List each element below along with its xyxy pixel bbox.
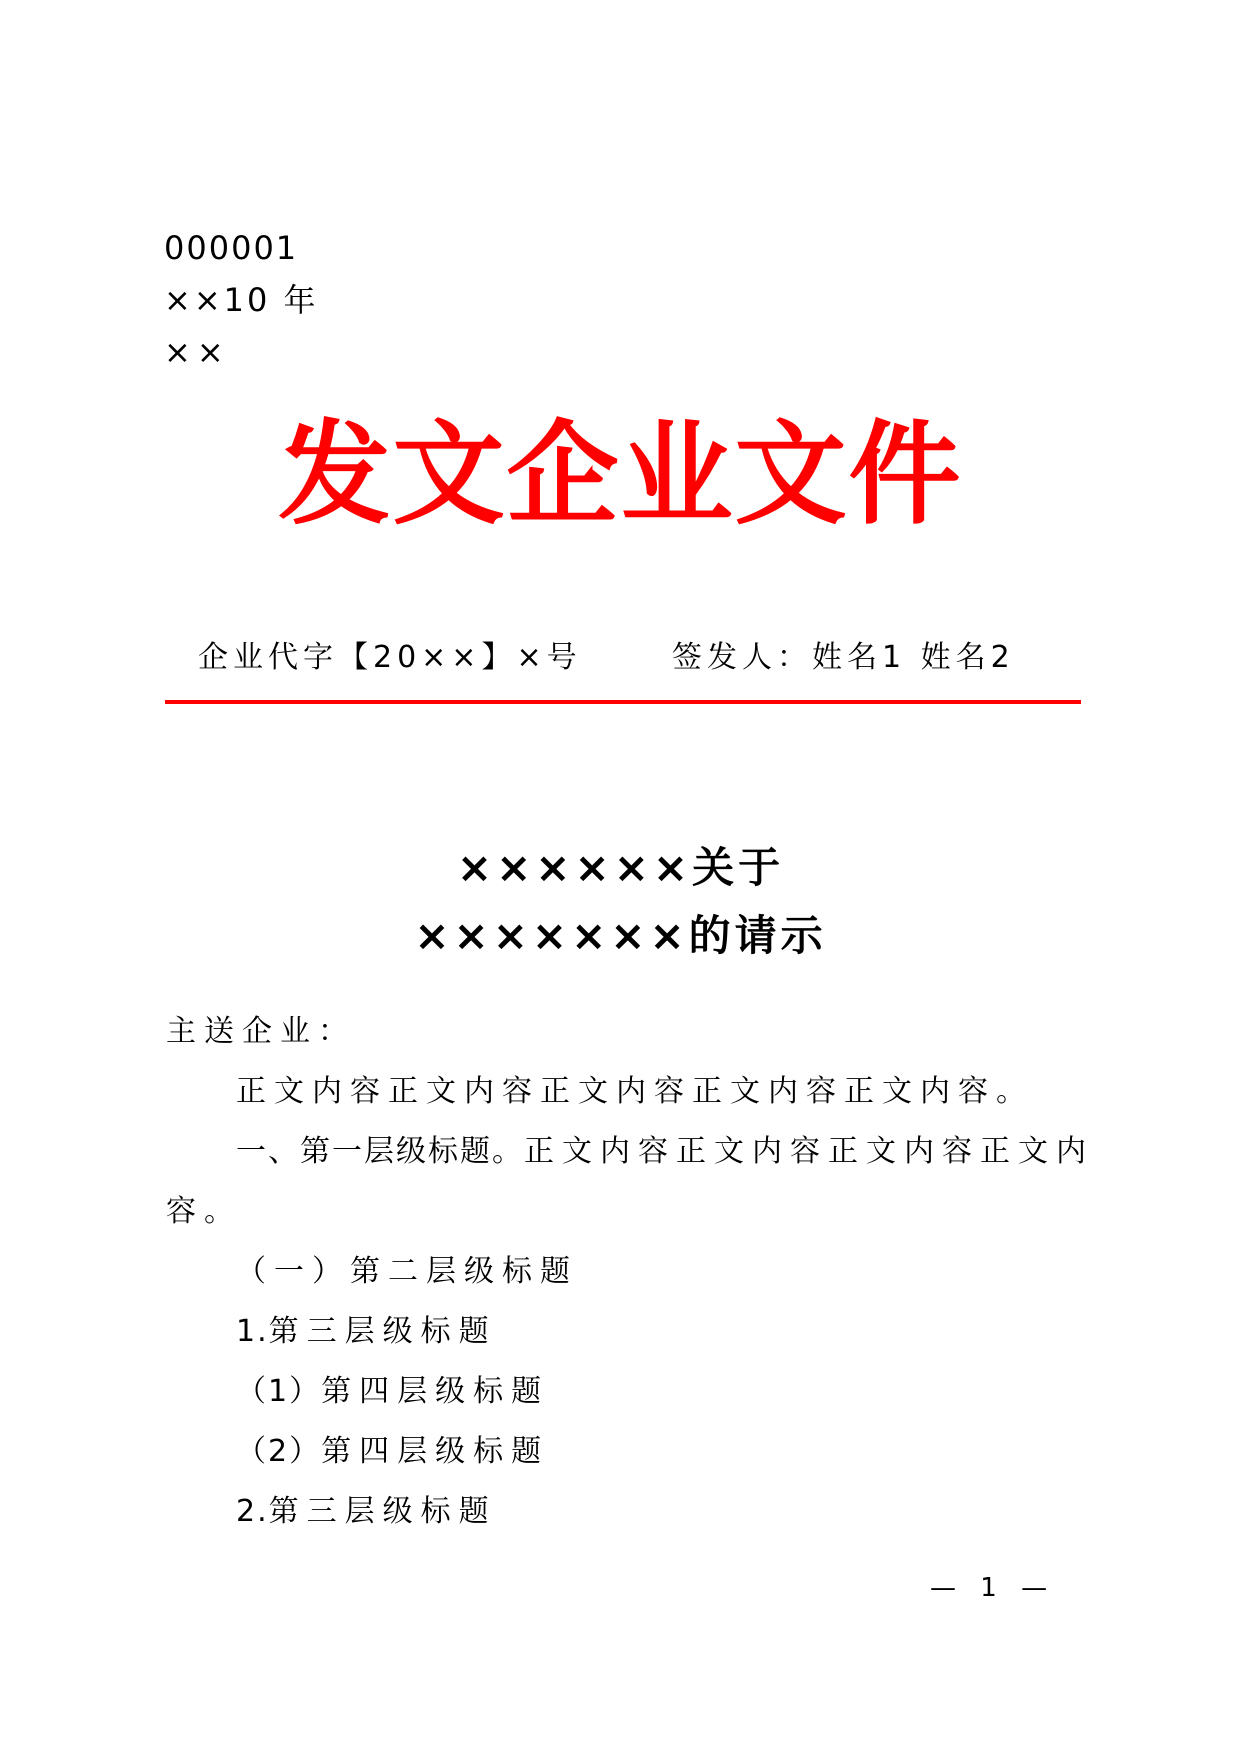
signer-label: 签发人： [672,640,812,675]
level4-heading [236,1372,549,1412]
red-separator-line [165,700,1081,704]
level3-number: 1. [236,1314,269,1349]
level1-paragraph-continuation: 容。 [166,1194,242,1229]
page-number: — 1 — [930,1573,1056,1603]
level2-heading: （一）第二层级标题 [236,1254,578,1289]
level3-text: 第三层级标题 [268,1314,497,1349]
body-paragraph: 正文内容正文内容正文内容正文内容正文内容。 [236,1074,1034,1109]
document-serial-number: 000001 [164,229,299,267]
level4-text: 第四层级标题 [321,1374,550,1409]
main-recipient: 主送企业： [166,1014,356,1049]
level4-number: （2） [236,1434,322,1469]
level3-number: 2. [236,1494,269,1529]
signer-names: 姓名1 姓名2 [812,640,1015,675]
document-title-line-1: ××××××关于 [456,843,785,892]
level1-text: 正文内容正文内容正文内容正文内 [524,1134,1094,1169]
level3-heading [236,1492,497,1532]
level4-heading [236,1432,549,1472]
document-number: 企业代字【20××】×号 [198,640,582,675]
level3-heading [236,1312,497,1352]
masthead-title: 发文企业文件 [278,409,963,540]
level4-number: （1） [236,1374,322,1409]
level1-paragraph [236,1132,1094,1172]
level3-text: 第三层级标题 [268,1494,497,1529]
level4-text: 第四层级标题 [321,1434,550,1469]
signer-block [672,638,1015,678]
level1-heading: 一、第一层级标题。 [236,1134,524,1169]
urgency-level: ×× [164,333,230,371]
document-title-line-2: ×××××××的请示 [414,911,827,960]
retention-period: ××10 年 [164,281,319,319]
